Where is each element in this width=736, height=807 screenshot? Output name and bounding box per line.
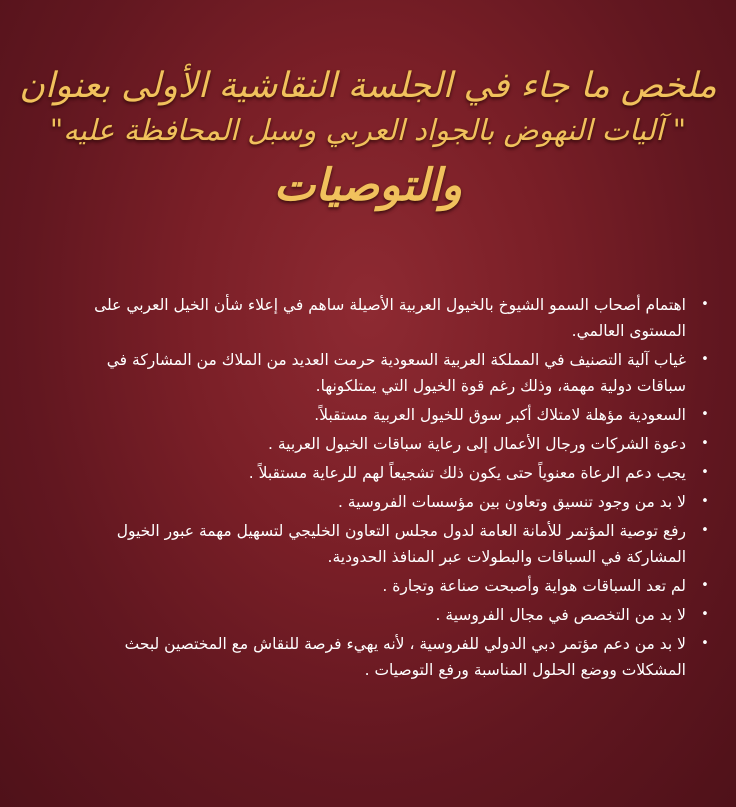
list-item-text: رفع توصية المؤتمر للأمانة العامة لدول مجلس التعاون الخليجي لتسهيل مهمة عبور الخيول المشاركة في السباقات والبطولات عبر المنافذ الحدودية. — [116, 522, 686, 566]
list-item-text: اهتمام أصحاب السمو الشيوخ بالخيول العربية الأصيلة ساهم في إعلاء شأن الخيل العربي على المستوى العالمي. — [94, 296, 686, 340]
title-line-1: ملخص ما جاء في الجلسة النقاشية الأولى بعنوان — [19, 66, 717, 106]
list-item-text: غياب آلية التصنيف في المملكة العربية السعودية حرمت العديد من الملاك من المشاركة في سباقات دولية مهمة، وذلك رغم قوة الخيول التي يمتلكونها. — [106, 351, 686, 395]
recommendations-list — [56, 292, 714, 686]
bullet-icon: • — [701, 607, 709, 622]
list-item-text: لا بد من التخصص في مجال الفروسية . — [435, 606, 686, 624]
list-item — [56, 489, 709, 515]
bullet-icon: • — [701, 578, 709, 593]
list-item-text: دعوة الشركات ورجال الأعمال إلى رعاية سباقات الخيول العربية . — [267, 435, 686, 453]
list-item-text: يجب دعم الرعاة معنوياً حتى يكون ذلك تشجيعاً لهم للرعاية مستقبلاً . — [248, 464, 686, 482]
list-item-text: لا بد من دعم مؤتمر دبي الدولي للفروسية ، لأنه يهيء فرصة للنقاش مع المختصين لبحث المشكلات ووضع الحلول المناسبة ورفع التوصيات . — [124, 635, 686, 679]
bullet-icon: • — [701, 407, 709, 422]
title-line-3: والتوصيات — [273, 160, 463, 211]
bullet-icon: • — [701, 636, 709, 651]
list-item-text: السعودية مؤهلة لامتلاك أكبر سوق للخيول العربية مستقبلاً. — [314, 406, 686, 424]
list-item — [56, 518, 709, 570]
list-item-text: لا بد من وجود تنسيق وتعاون بين مؤسسات الفروسية . — [337, 493, 686, 511]
list-item — [56, 292, 709, 344]
list-item — [56, 460, 709, 486]
bullet-icon: • — [701, 436, 709, 451]
list-item-text: لم تعد السباقات هواية وأصبحت صناعة وتجارة . — [382, 577, 686, 595]
bullet-icon: • — [701, 494, 709, 509]
bullet-icon: • — [701, 523, 709, 538]
title-line-2: " آليات النهوض بالجواد العربي وسبل المحافظة عليه" — [49, 113, 687, 147]
list-item — [56, 631, 709, 683]
bullet-icon: • — [701, 297, 709, 312]
list-item — [56, 573, 709, 599]
bullet-icon: • — [701, 465, 709, 480]
bullet-icon: • — [701, 352, 709, 367]
list-item — [56, 402, 709, 428]
title-block — [0, 62, 736, 216]
list-item — [56, 431, 709, 457]
list-item — [56, 602, 709, 628]
list-item — [56, 347, 709, 399]
